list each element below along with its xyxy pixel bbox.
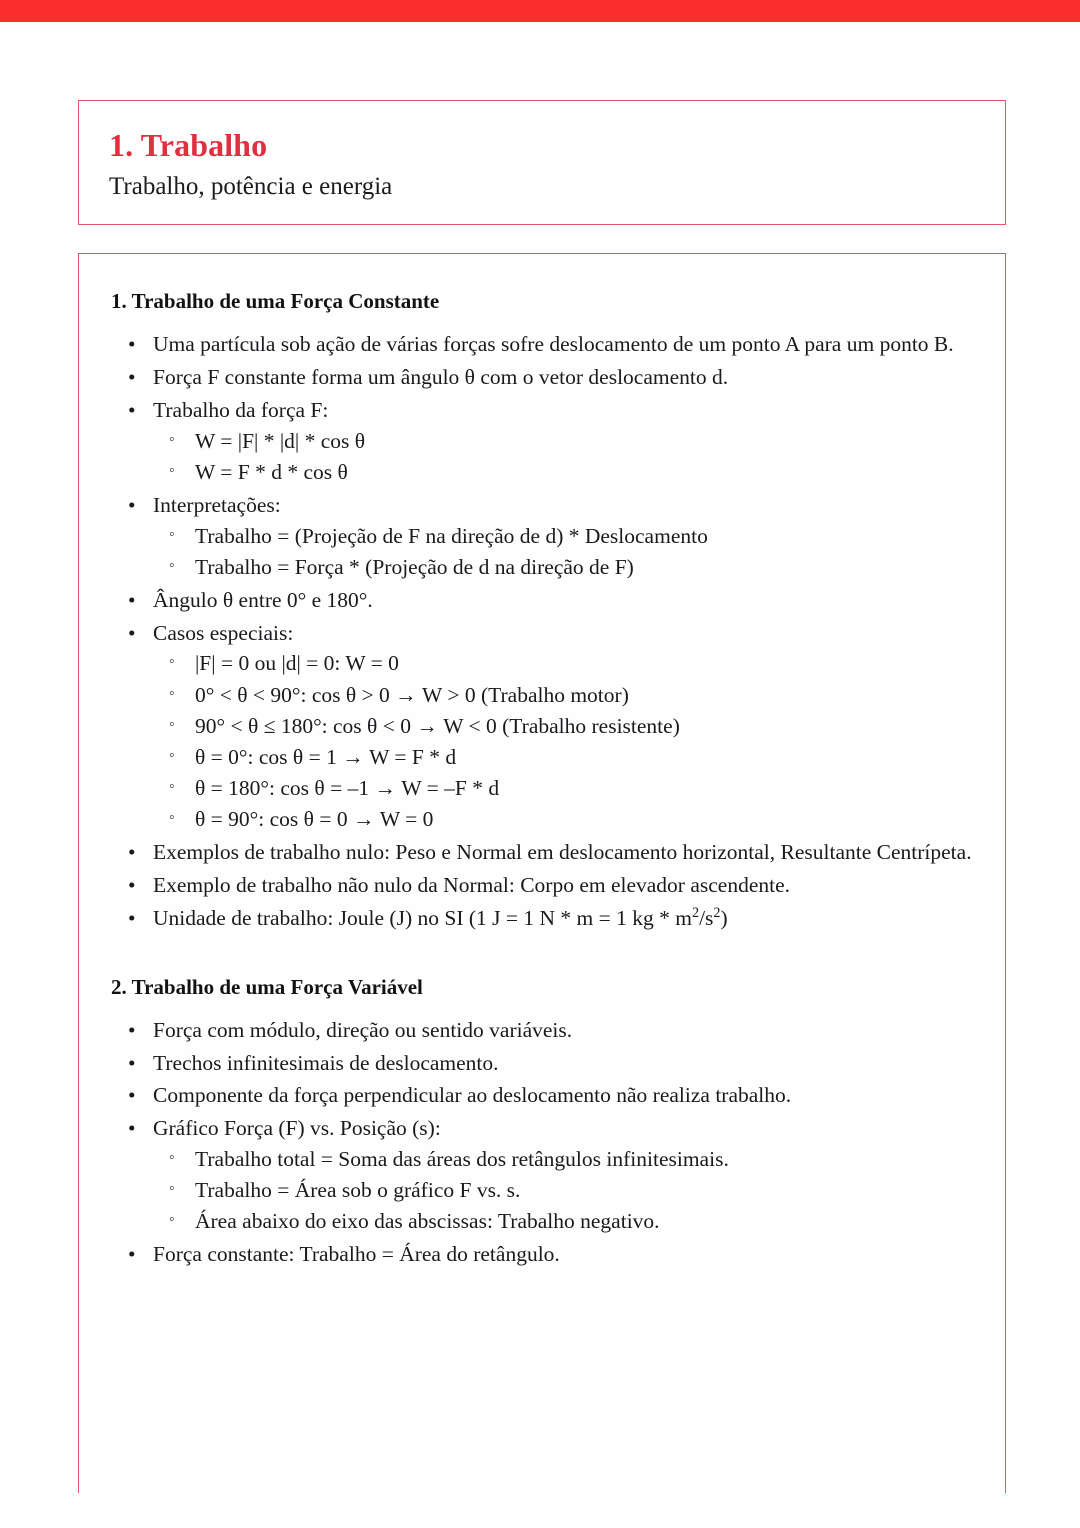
sub-bullet-list xyxy=(153,426,973,488)
list-item-text: Interpretações: xyxy=(153,492,281,517)
section-heading: 2. Trabalho de uma Força Variável xyxy=(111,974,423,999)
section-block xyxy=(111,974,973,1270)
bullet-circle-icon: ◦ xyxy=(169,684,175,702)
list-item xyxy=(128,1239,973,1270)
bullet-disc-icon: • xyxy=(128,1083,136,1108)
sub-list-item-text: W = |F| * |d| * cos θ xyxy=(195,428,366,453)
bullet-circle-icon: ◦ xyxy=(169,1148,175,1166)
sub-list-item-text: 0° < θ < 90°: cos θ > 0 → W > 0 (Trabalho motor) xyxy=(195,682,629,707)
sub-list-item xyxy=(169,804,973,835)
list-item-text: Componente da força perpendicular ao deslocamento não realiza trabalho. xyxy=(153,1083,792,1108)
sub-list-item-text: Trabalho total = Soma das áreas dos retângulos infinitesimais. xyxy=(195,1146,729,1171)
superscript: 2 xyxy=(691,904,700,921)
bullet-disc-icon: • xyxy=(128,332,136,357)
list-item xyxy=(128,1113,973,1237)
sub-list-item xyxy=(169,1144,973,1175)
sub-list-item xyxy=(169,426,973,457)
list-item-text: Ângulo θ entre 0° e 180°. xyxy=(153,587,373,612)
list-item xyxy=(128,1015,973,1046)
bullet-circle-icon: ◦ xyxy=(169,809,175,827)
list-item xyxy=(128,490,973,583)
bullet-disc-icon: • xyxy=(128,873,136,898)
sub-list-item xyxy=(169,1175,973,1206)
bullet-disc-icon: • xyxy=(128,492,136,517)
bullet-disc-icon: • xyxy=(128,1242,136,1267)
list-item xyxy=(128,837,973,868)
list-item xyxy=(128,1048,973,1079)
sub-list-item-text: W = F * d * cos θ xyxy=(195,459,348,484)
superscript: 2 xyxy=(713,904,721,921)
sub-list-item-text: θ = 0°: cos θ = 1 → W = F * d xyxy=(195,744,457,769)
content-card xyxy=(78,253,1006,1493)
sub-list-item-text: Trabalho = (Projeção de F na direção de d) * Deslocamento xyxy=(195,523,708,548)
list-item xyxy=(128,329,973,360)
bullet-disc-icon: • xyxy=(128,1116,136,1141)
sub-list-item-text: Área abaixo do eixo das abscissas: Trabalho negativo. xyxy=(195,1209,660,1234)
bullet-disc-icon: • xyxy=(128,1017,136,1042)
bullet-circle-icon: ◦ xyxy=(169,525,175,543)
page-subtitle: Trabalho, potência e energia xyxy=(109,172,393,200)
bullet-list xyxy=(111,1015,973,1270)
bullet-disc-icon: • xyxy=(128,1050,136,1075)
bullet-disc-icon: • xyxy=(128,365,136,390)
bullet-circle-icon: ◦ xyxy=(169,1211,175,1229)
sub-list-item-text: |F| = 0 ou |d| = 0: W = 0 xyxy=(195,651,399,676)
list-item-text: Unidade de trabalho: Joule (J) no SI (1 J = 1 N * m = 1 kg * $m^2/s^2$) xyxy=(153,904,728,930)
bullet-circle-icon: ◦ xyxy=(169,778,175,796)
title-card xyxy=(78,100,1006,225)
page-title: 1. Trabalho xyxy=(109,127,268,163)
list-item xyxy=(128,585,973,616)
sub-list-item-text: θ = 90°: cos θ = 0 → W = 0 xyxy=(195,807,434,832)
sub-list-item-text: Trabalho = Área sob o gráfico F vs. s. xyxy=(195,1178,521,1203)
list-item-text: Trabalho da força F: xyxy=(153,397,329,422)
list-item xyxy=(128,362,973,393)
bullet-list xyxy=(111,329,973,933)
bullet-disc-icon: • xyxy=(128,840,136,865)
sub-list-item xyxy=(169,711,973,742)
bullet-disc-icon: • xyxy=(128,397,136,422)
list-item-text: Exemplos de trabalho nulo: Peso e Normal em deslocamento horizontal, Resultante Centrípeta. xyxy=(153,840,972,865)
top-accent-bar xyxy=(0,0,1080,22)
sections-container xyxy=(111,288,973,1270)
sub-list-item xyxy=(169,648,973,679)
list-item xyxy=(128,395,973,488)
bullet-circle-icon: ◦ xyxy=(169,556,175,574)
sub-list-item xyxy=(169,680,973,711)
list-item-text: Uma partícula sob ação de várias forças sofre deslocamento de um ponto A para um ponto B. xyxy=(153,332,954,357)
bullet-circle-icon: ◦ xyxy=(169,746,175,764)
bullet-disc-icon: • xyxy=(128,905,136,930)
sub-list-item xyxy=(169,552,973,583)
sub-bullet-list xyxy=(153,648,973,835)
sub-list-item xyxy=(169,521,973,552)
list-item-text: Trechos infinitesimais de deslocamento. xyxy=(153,1050,499,1075)
list-item-text: Casos especiais: xyxy=(153,620,294,645)
bullet-circle-icon: ◦ xyxy=(169,1180,175,1198)
bullet-disc-icon: • xyxy=(128,587,136,612)
section-block xyxy=(111,288,973,934)
bullet-disc-icon: • xyxy=(128,620,136,645)
list-item xyxy=(128,1080,973,1111)
bullet-circle-icon: ◦ xyxy=(169,461,175,479)
sub-list-item-text: θ = 180°: cos θ = –1 → W = –F * d xyxy=(195,776,500,801)
bullet-circle-icon: ◦ xyxy=(169,430,175,448)
list-item-text: Força F constante forma um ângulo θ com o vetor deslocamento d. xyxy=(153,365,729,390)
list-item-text: Gráfico Força (F) vs. Posição (s): xyxy=(153,1116,441,1141)
bullet-circle-icon: ◦ xyxy=(169,715,175,733)
list-item xyxy=(128,870,973,901)
sub-bullet-list xyxy=(153,1144,973,1238)
list-item xyxy=(128,903,973,934)
bullet-circle-icon: ◦ xyxy=(169,653,175,671)
section-heading: 1. Trabalho de uma Força Constante xyxy=(111,289,440,313)
list-item-text: Força com módulo, direção ou sentido variáveis. xyxy=(153,1017,573,1042)
sub-bullet-list xyxy=(153,521,973,583)
sub-list-item-text: Trabalho = Força * (Projeção de d na direção de F) xyxy=(195,554,634,579)
list-item xyxy=(128,618,973,836)
sub-list-item-text: 90° < θ ≤ 180°: cos θ < 0 → W < 0 (Trabalho resistente) xyxy=(195,713,680,738)
list-item-text: Força constante: Trabalho = Área do retângulo. xyxy=(153,1242,560,1267)
sub-list-item xyxy=(169,742,973,773)
sub-list-item xyxy=(169,773,973,804)
sub-list-item xyxy=(169,457,973,488)
sub-list-item xyxy=(169,1206,973,1237)
list-item-text: Exemplo de trabalho não nulo da Normal: Corpo em elevador ascendente. xyxy=(153,873,791,898)
